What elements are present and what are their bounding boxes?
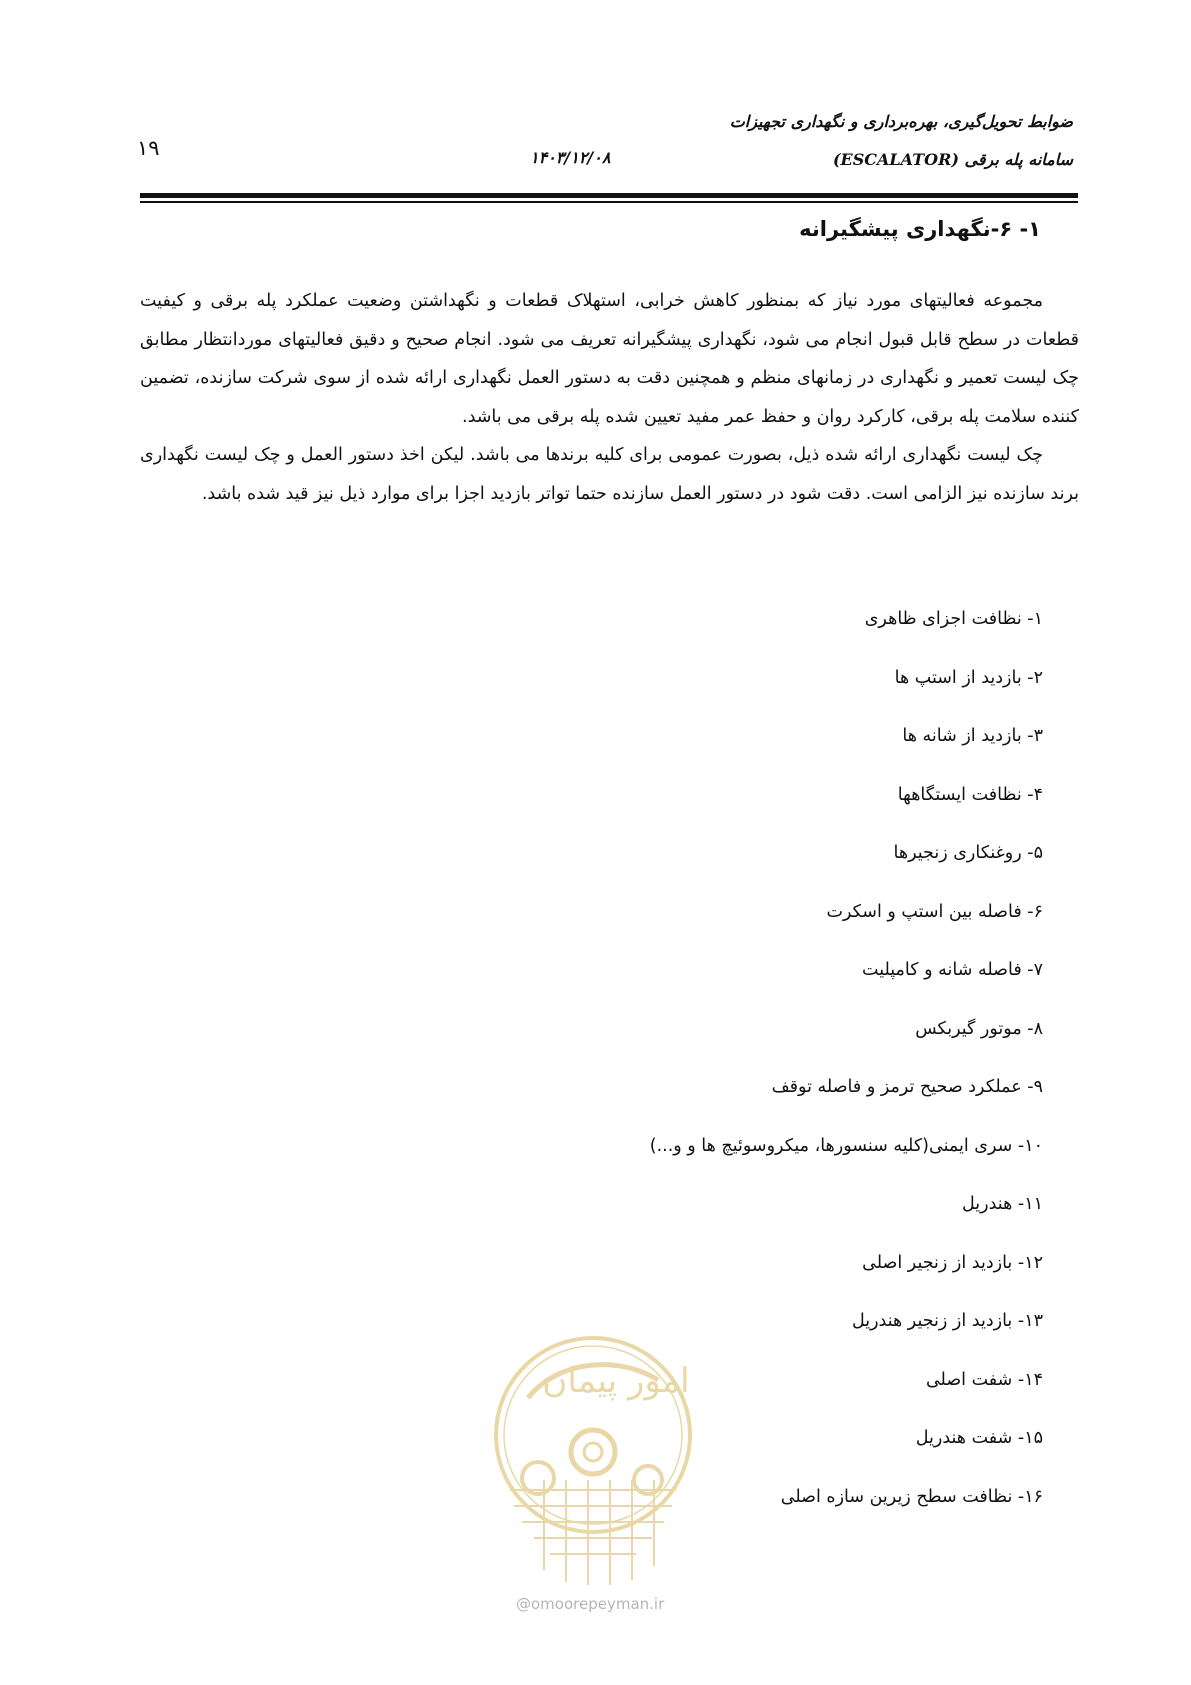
watermark-caption: @omoorepeyman.ir <box>516 1595 665 1613</box>
list-item: ۶- فاصله بین استپ و اسکرت <box>826 901 1043 922</box>
list-item: ۹- عملکرد صحیح ترمز و فاصله توقف <box>771 1077 1043 1097</box>
seal-logo-text: امور پیمان <box>542 1361 690 1401</box>
maintenance-item-list <box>650 604 1043 1540</box>
list-item: ۱- نظافت اجزای ظاهری <box>864 609 1043 629</box>
watermark-seal <box>488 1330 698 1590</box>
paragraph: مجموعه فعالیتهای مورد نیاز که بمنظور کاهش خرابی، استهلاک قطعات و نگهداشتن وضعیت عملکرد پله برقی و کیفیت قطعات در سطح قابل قبول انجام می شود، نگهداری پیشگیرانه تعریف می شود. انجام صحیح و دقیق فعالیتهای موردانتظار مطابق چک لیست تعمیر و نگهداری در زمانهای منظم و همچنین دقت به دستور العمل نگهداری ارائه شده از سوی شرکت سازنده، تضمین کننده سلامت پله برقی، کارکرد روان و حفظ عمر مفید تعیین شده پله برقی می باشد. <box>140 291 1079 427</box>
seal-logo-icon <box>488 1330 698 1590</box>
list-item: ۱۶- نظافت سطح زیرین سازه اصلی <box>780 1486 1043 1507</box>
list-item: ۲- بازدید از استپ ها <box>894 667 1043 688</box>
list-item: ۱۱- هندریل <box>962 1194 1043 1214</box>
list-item: ۸- موتور گیربکس <box>915 1018 1043 1039</box>
header-title: ضوابط تحویل‌گیری، بهره‌برداری و نگهداری تجهیزات <box>729 112 1073 131</box>
list-item: ۱۲- بازدید از زنجیر اصلی <box>862 1252 1043 1273</box>
list-item: ۵- روغنکاری زنجیرها <box>893 843 1043 863</box>
header-subtitle: سامانه پله برقی (ESCALATOR) <box>832 150 1073 169</box>
paragraph: چک لیست نگهداری ارائه شده ذیل، بصورت عمومی برای کلیه برندها می باشد. لیکن اخذ دستور العمل و چک لیست نگهداری برند سازنده نیز الزامی است. دقت شود در دستور العمل سازنده حتما تواتر بازدید اجزا برای موارد ذیل نیز قید شده باشد. <box>140 445 1079 504</box>
body-text <box>140 282 1079 513</box>
list-item: ۴- نظافت ایستگاهها <box>897 784 1043 805</box>
list-item: ۷- فاصله شانه و کامپلیت <box>862 960 1043 980</box>
section-heading: ۱- ۶-نگهداری پیشگیرانه <box>799 217 1041 241</box>
header-date: ۱۴۰۳/۱۲/۰۸ <box>530 148 611 167</box>
list-item: ۱۳- بازدید از زنجیر هندریل <box>851 1311 1043 1331</box>
header-rule <box>140 193 1078 204</box>
list-item: ۱۰- سری ایمنی(کلیه سنسورها، میکروسوئیچ ها و و...) <box>649 1135 1043 1156</box>
list-item: ۱۵- شفت هندریل <box>915 1428 1043 1448</box>
list-item: ۳- بازدید از شانه ها <box>902 726 1043 746</box>
list-item: ۱۴- شفت اصلی <box>925 1369 1043 1390</box>
page-number: ۱۹ <box>137 136 160 160</box>
